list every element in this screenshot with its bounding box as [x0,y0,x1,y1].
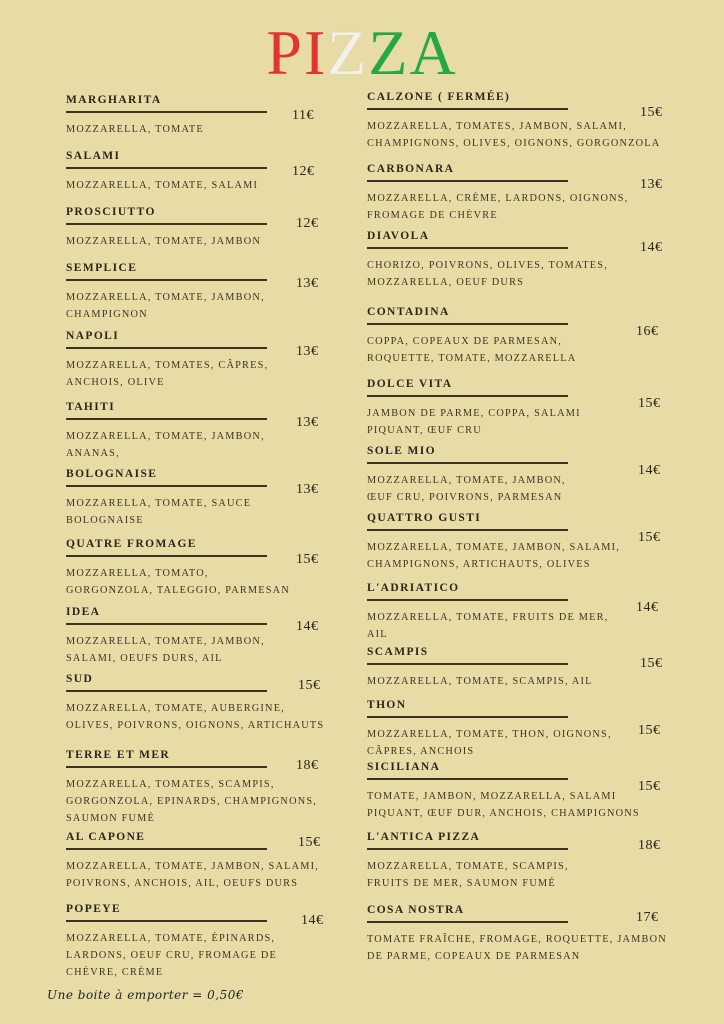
pizza-ingredients: MOZZARELLA, TOMATES, JAMBON, SALAMI, CHAMPIGNONS, OLIVES, OIGNONS, GORGONZOLA [367,121,661,149]
pizza-ingredients: COPPA, COPEAUX DE PARMESAN, ROQUETTE, TOMATE, MOZZARELLA [367,336,577,364]
pizza-ingredients: MOZZARELLA, TOMATE, JAMBON, CHAMPIGNON [66,292,265,320]
divider [66,418,267,420]
pizza-ingredients: TOMATE FRAÎCHE, FROMAGE, ROQUETTE, JAMBON DE PARME, COPEAUX DE PARMESAN [367,934,667,962]
pizza-name: AL CAPONE [66,831,146,843]
divider [367,180,568,182]
pizza-name: BOLOGNAISE [66,468,158,480]
pizza-price: 14€ [640,240,663,255]
pizza-price: 13€ [640,177,663,192]
pizza-ingredients: MOZZARELLA, TOMATE, JAMBON, ŒUF CRU, POIVRONS, PARMESAN [367,475,566,503]
pizza-ingredients: MOZZARELLA, TOMATE, JAMBON, SALAMI, POIVRONS, ANCHOIS, AIL, OEUFS DURS [66,861,319,889]
pizza-name: DOLCE VITA [367,378,453,390]
title-letter: Z [368,17,410,88]
pizza-price: 18€ [296,758,319,773]
pizza-price: 15€ [638,530,661,545]
pizza-price: 11€ [292,108,314,123]
divider [66,766,267,768]
pizza-name: SEMPLICE [66,262,138,274]
divider [66,623,267,625]
title-letter: I [303,17,328,88]
pizza-price: 18€ [638,838,661,853]
pizza-name: SUD [66,673,94,685]
pizza-ingredients: MOZZARELLA, TOMATES, SCAMPIS, GORGONZOLA, EPINARDS, CHAMPIGNONS, SAUMON FUMÉ [66,779,318,824]
divider [66,279,267,281]
divider [66,485,267,487]
pizza-ingredients: MOZZARELLA, TOMATES, CÂPRES, ANCHOIS, OLIVE [66,360,269,388]
pizza-name: SOLE MIO [367,445,437,457]
pizza-ingredients: MOZZARELLA, TOMATE, SALAMI [66,180,259,191]
pizza-name: COSA NOSTRA [367,904,465,916]
pizza-price: 15€ [640,105,663,120]
divider [367,663,568,665]
pizza-price: 15€ [638,779,661,794]
pizza-price: 14€ [638,463,661,478]
pizza-name: SICILIANA [367,761,441,773]
pizza-price: 13€ [296,344,319,359]
pizza-ingredients: MOZZARELLA, TOMATE, SCAMPIS, FRUITS DE MER, SAUMON FUMÉ [367,861,569,889]
pizza-ingredients: MOZZARELLA, TOMATE, JAMBON [66,236,261,247]
menu-title [0,18,724,88]
pizza-ingredients: MOZZARELLA, TOMATE, JAMBON, SALAMI, OEUFS DURS, AIL [66,636,265,664]
pizza-price: 15€ [640,656,663,671]
pizza-price: 13€ [296,482,319,497]
pizza-price: 15€ [638,396,661,411]
divider [367,848,568,850]
pizza-price: 15€ [298,835,321,850]
divider [367,716,568,718]
divider [66,111,267,113]
pizza-name: QUATRE FROMAGE [66,538,197,550]
pizza-ingredients: MOZZARELLA, TOMATE, SCAMPIS, AIL [367,676,593,687]
pizza-price: 13€ [296,415,319,430]
pizza-price: 12€ [292,164,315,179]
pizza-name: SCAMPIS [367,646,429,658]
divider [367,529,568,531]
divider [66,848,267,850]
pizza-name: L'ANTICA PIZZA [367,831,481,843]
takeaway-box-note: Une boite à emporter = 0,50€ [47,988,245,1002]
pizza-ingredients: MOZZARELLA, TOMATE, SAUCE BOLOGNAISE [66,498,252,526]
pizza-ingredients: MOZZARELLA, TOMATE, AUBERGINE, OLIVES, POIVRONS, OIGNONS, ARTICHAUTS [66,703,325,731]
pizza-name: TAHITI [66,401,116,413]
divider [66,920,267,922]
title-letter: A [409,17,458,88]
pizza-name: L'ADRIATICO [367,582,460,594]
divider [66,347,267,349]
pizza-name: TERRE ET MER [66,749,171,761]
pizza-name: NAPOLI [66,330,120,342]
divider [367,599,568,601]
divider [367,395,568,397]
pizza-ingredients: MOZZARELLA, TOMATO, GORGONZOLA, TALEGGIO, PARMESAN [66,568,290,596]
pizza-name: POPEYE [66,903,122,915]
pizza-ingredients: MOZZARELLA, TOMATE [66,124,204,135]
divider [367,921,568,923]
divider [66,167,267,169]
divider [66,223,267,225]
divider [367,323,568,325]
pizza-ingredients: CHORIZO, POIVRONS, OLIVES, TOMATES, MOZZARELLA, OEUF DURS [367,260,608,288]
pizza-ingredients: JAMBON DE PARME, COPPA, SALAMI PIQUANT, ŒUF CRU [367,408,581,436]
divider [367,778,568,780]
pizza-price: 17€ [636,910,659,925]
pizza-price: 13€ [296,276,319,291]
pizza-name: CALZONE ( FERMÉE) [367,91,511,103]
pizza-price: 12€ [296,216,319,231]
pizza-ingredients: MOZZARELLA, TOMATE, FRUITS DE MER, AIL [367,612,609,640]
pizza-name: SALAMI [66,150,121,162]
pizza-price: 14€ [301,913,324,928]
pizza-name: MARGHARITA [66,94,162,106]
pizza-ingredients: MOZZARELLA, TOMATE, ÉPINARDS, LARDONS, OEUF CRU, FROMAGE DE CHÈVRE, CRÈME [66,933,278,978]
menu-item [66,830,366,889]
pizza-name: CARBONARA [367,163,455,175]
menu-item [66,672,366,731]
pizza-ingredients: MOZZARELLA, CRÈME, LARDONS, OIGNONS, FROMAGE DE CHÈVRE [367,193,629,221]
pizza-name: CONTADINA [367,306,450,318]
pizza-name: DIAVOLA [367,230,430,242]
pizza-ingredients: TOMATE, JAMBON, MOZZARELLA, SALAMI PIQUANT, ŒUF DUR, ANCHOIS, CHAMPIGNONS [367,791,640,819]
pizza-name: THON [367,699,407,711]
pizza-price: 15€ [298,678,321,693]
title-letter: Z [327,17,369,88]
title-letter: P [266,17,304,88]
divider [367,247,568,249]
pizza-ingredients: MOZZARELLA, TOMATE, JAMBON, ANANAS, [66,431,265,459]
pizza-price: 16€ [636,324,659,339]
pizza-ingredients: MOZZARELLA, TOMATE, THON, OIGNONS, CÂPRES, ANCHOIS [367,729,612,757]
pizza-price: 15€ [296,552,319,567]
pizza-name: IDEA [66,606,101,618]
divider [66,690,267,692]
pizza-name: PROSCIUTTO [66,206,156,218]
divider [66,555,267,557]
pizza-price: 14€ [636,600,659,615]
pizza-price: 15€ [638,723,661,738]
divider [367,462,568,464]
divider [367,108,568,110]
pizza-name: QUATTRO GUSTI [367,512,482,524]
pizza-ingredients: MOZZARELLA, TOMATE, JAMBON, SALAMI, CHAMPIGNONS, ARTICHAUTS, OLIVES [367,542,620,570]
pizza-price: 14€ [296,619,319,634]
